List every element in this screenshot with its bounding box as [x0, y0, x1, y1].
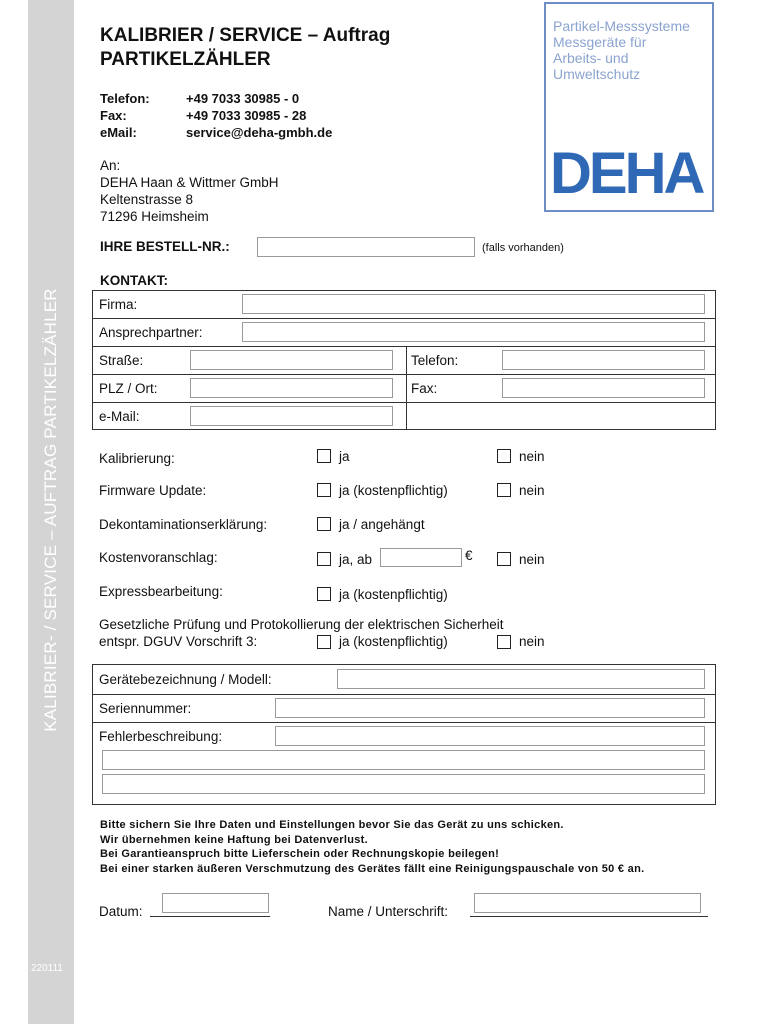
kontakt-heading: KONTAKT: — [100, 273, 168, 288]
unterschrift-line — [470, 916, 708, 917]
firma-field[interactable] — [242, 294, 705, 314]
phone-label: Telefon: — [100, 91, 150, 106]
phone-value: +49 7033 30985 - 0 — [186, 91, 300, 106]
plz-ort-field[interactable] — [190, 378, 393, 398]
order-number-label: IHRE BESTELL-NR.: — [100, 239, 230, 254]
firmware-ja-label: ja (kostenpflichtig) — [339, 483, 448, 498]
kostenvoranschlag-ja-checkbox[interactable] — [317, 552, 331, 566]
datum-field[interactable] — [162, 893, 269, 913]
dguv-ja-label: ja (kostenpflichtig) — [339, 634, 448, 649]
kalibrierung-nein-checkbox[interactable] — [497, 449, 511, 463]
telefon-label: Telefon: — [411, 353, 459, 368]
kontakt-row-divider — [92, 402, 716, 403]
important-notes — [100, 818, 644, 876]
device-row-divider — [92, 722, 716, 723]
note-line-3: Bei Garantieanspruch bitte Lieferschein oder Rechnungskopie beilegen! — [100, 848, 500, 860]
dekontamination-checkbox[interactable] — [317, 517, 331, 531]
firma-label: Firma: — [99, 297, 138, 312]
logo-wordmark: DEHA — [550, 141, 703, 206]
dguv-label-line-1: Gesetzliche Prüfung und Protokollierung der elektrischen Sicherheit — [99, 617, 504, 632]
seriennummer-label: Seriennummer: — [99, 701, 192, 716]
form-code: 220111 — [31, 963, 63, 974]
kontakt-email-field[interactable] — [190, 406, 393, 426]
firmware-label: Firmware Update: — [99, 483, 207, 498]
address-company: DEHA Haan & Wittmer GmbH — [100, 175, 279, 190]
geraetebezeichnung-field[interactable] — [337, 669, 705, 689]
logo-tagline-2: Messgeräte für — [553, 34, 647, 50]
kontakt-col-divider — [406, 346, 407, 430]
note-line-4: Bei einer starken äußeren Verschmutzung des Gerätes fällt eine Reinigungspauschale von 50 € an. — [100, 862, 645, 875]
express-ja-checkbox[interactable] — [317, 587, 331, 601]
logo-tagline-3: Arbeits- und — [553, 50, 629, 66]
fax-field[interactable] — [502, 378, 705, 398]
logo-tagline — [553, 18, 690, 82]
datum-label: Datum: — [99, 904, 143, 919]
kalibrierung-nein-label: nein — [519, 449, 545, 464]
kostenvoranschlag-ja-label: ja, ab — [339, 552, 373, 567]
dguv-nein-label: nein — [519, 634, 545, 649]
fehlerbeschreibung-field-2[interactable] — [102, 750, 705, 770]
datum-line — [150, 916, 270, 917]
dguv-label-line-2: entspr. DGUV Vorschrift 3: — [99, 634, 258, 649]
kalibrierung-ja-checkbox[interactable] — [317, 449, 331, 463]
firmware-nein-label: nein — [519, 483, 545, 498]
note-line-2: Wir übernehmen keine Haftung bei Datenverlust. — [100, 833, 368, 846]
page-title — [100, 24, 390, 72]
fax-label: Fax: — [100, 108, 127, 123]
telefon-field[interactable] — [502, 350, 705, 370]
kostenvoranschlag-nein-checkbox[interactable] — [497, 552, 511, 566]
strasse-label: Straße: — [99, 353, 144, 368]
kalibrierung-ja-label: ja — [339, 449, 350, 464]
address-street: Keltenstrasse 8 — [100, 192, 194, 207]
dekontamination-label: Dekontaminationserklärung: — [99, 517, 268, 532]
order-number-note: (falls vorhanden) — [482, 242, 564, 254]
strasse-field[interactable] — [190, 350, 393, 370]
title-line-2: PARTIKELZÄHLER — [100, 49, 271, 70]
email-value[interactable]: service@deha-gmbh.de — [186, 125, 333, 140]
express-label: Expressbearbeitung: — [99, 584, 223, 599]
company-logo — [544, 2, 714, 212]
dguv-nein-checkbox[interactable] — [497, 635, 511, 649]
order-number-field[interactable] — [257, 237, 475, 257]
seriennummer-field[interactable] — [275, 698, 705, 718]
ansprechpartner-field[interactable] — [242, 322, 705, 342]
dekontamination-ja-label: ja / angehängt — [339, 517, 425, 532]
email-label: eMail: — [100, 125, 137, 140]
address-city: 71296 Heimsheim — [100, 209, 209, 224]
kostenvoranschlag-label: Kostenvoranschlag: — [99, 550, 218, 565]
express-ja-label: ja (kostenpflichtig) — [339, 587, 448, 602]
unterschrift-label: Name / Unterschrift: — [328, 904, 449, 919]
kontakt-row-divider — [92, 346, 716, 347]
fax-value: +49 7033 30985 - 28 — [186, 108, 307, 123]
plz-ort-label: PLZ / Ort: — [99, 381, 158, 396]
unterschrift-field[interactable] — [474, 893, 701, 913]
device-row-divider — [92, 694, 716, 695]
ansprechpartner-label: Ansprechpartner: — [99, 325, 203, 340]
kostenvoranschlag-nein-label: nein — [519, 552, 545, 567]
logo-tagline-1: Partikel-Messsysteme — [553, 18, 690, 34]
fehlerbeschreibung-field-1[interactable] — [275, 726, 705, 746]
fehlerbeschreibung-field-3[interactable] — [102, 774, 705, 794]
dguv-ja-checkbox[interactable] — [317, 635, 331, 649]
fax-field-label: Fax: — [411, 381, 438, 396]
sidebar-title: KALIBRIER- / SERVICE – AUFTRAG PARTIKELZÄHLER — [41, 288, 60, 732]
firmware-ja-checkbox[interactable] — [317, 483, 331, 497]
address-to: An: — [100, 158, 121, 173]
kostenvoranschlag-amount-field[interactable] — [380, 548, 462, 567]
geraetebezeichnung-label: Gerätebezeichnung / Modell: — [99, 672, 272, 687]
kalibrierung-label: Kalibrierung: — [99, 451, 175, 466]
kontakt-email-label: e-Mail: — [99, 409, 140, 424]
kontakt-row-divider — [92, 374, 716, 375]
kontakt-row-divider — [92, 318, 716, 319]
title-line-1: KALIBRIER / SERVICE – Auftrag — [100, 25, 391, 46]
logo-tagline-4: Umweltschutz — [553, 66, 641, 82]
recipient-address — [100, 157, 279, 225]
fehlerbeschreibung-label: Fehlerbeschreibung: — [99, 729, 223, 744]
euro-sign: € — [465, 548, 473, 563]
note-line-1: Bitte sichern Sie Ihre Daten und Einstellungen bevor Sie das Gerät zu uns schicken. — [100, 819, 564, 831]
firmware-nein-checkbox[interactable] — [497, 483, 511, 497]
